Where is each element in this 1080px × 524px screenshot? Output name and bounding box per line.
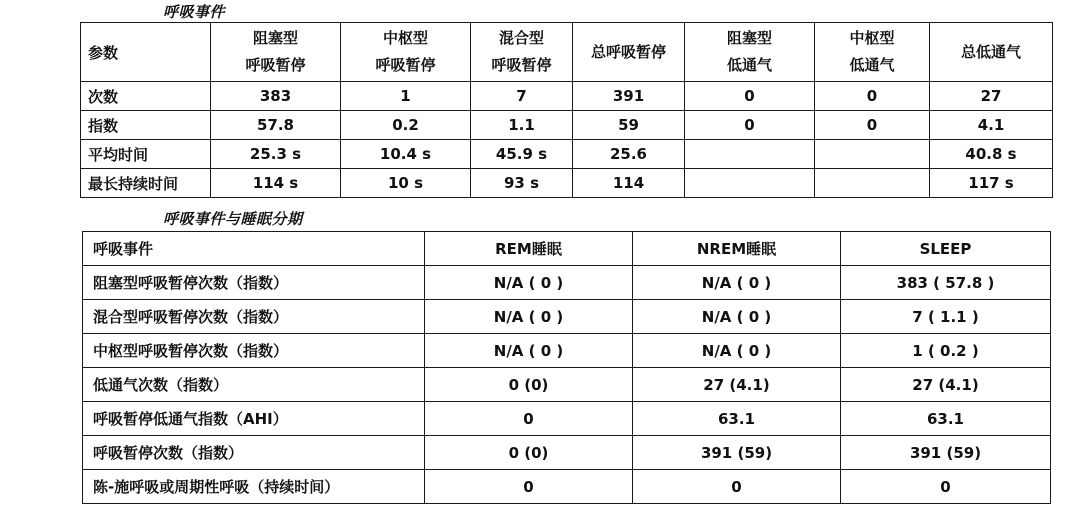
table-cell: [685, 169, 815, 198]
table-cell: 45.9 s: [471, 140, 573, 169]
table-cell: N/A ( 0 ): [425, 334, 633, 368]
column-header: 中枢型 低通气: [815, 23, 930, 82]
table-cell: 0.2: [341, 111, 471, 140]
table-cell: 0: [633, 470, 841, 504]
table-cell: 0: [425, 470, 633, 504]
table-cell: 0: [425, 402, 633, 436]
table-header-row: [83, 232, 1051, 266]
row-label: 次数: [81, 82, 211, 111]
table-cell: 1.1: [471, 111, 573, 140]
table-cell: 0 (0): [425, 368, 633, 402]
table-cell: 25.6: [573, 140, 685, 169]
table-cell: 383 ( 57.8 ): [841, 266, 1051, 300]
table-cell: 10.4 s: [341, 140, 471, 169]
table-cell: N/A ( 0 ): [633, 266, 841, 300]
column-header: SLEEP: [841, 232, 1051, 266]
column-header: 阻塞型 低通气: [685, 23, 815, 82]
table-cell: 391 (59): [841, 436, 1051, 470]
column-header: REM睡眠: [425, 232, 633, 266]
table-cell: 63.1: [633, 402, 841, 436]
respiratory-events-title: 呼吸事件: [163, 3, 226, 21]
column-header: 混合型 呼吸暂停: [471, 23, 573, 82]
table-cell: 27 (4.1): [841, 368, 1051, 402]
column-header: 中枢型 呼吸暂停: [341, 23, 471, 82]
table-row: [83, 436, 1051, 470]
table-cell: 93 s: [471, 169, 573, 198]
table-cell: 25.3 s: [211, 140, 341, 169]
table-cell: 7 ( 1.1 ): [841, 300, 1051, 334]
table-cell: 1: [341, 82, 471, 111]
column-header: 总呼吸暂停: [573, 23, 685, 82]
table-cell: 59: [573, 111, 685, 140]
table-header-row: [81, 23, 1053, 82]
table-row: [81, 111, 1053, 140]
row-label: 阻塞型呼吸暂停次数（指数）: [83, 266, 425, 300]
column-header: NREM睡眠: [633, 232, 841, 266]
column-header: 阻塞型 呼吸暂停: [211, 23, 341, 82]
table-row: [81, 82, 1053, 111]
column-header: 呼吸事件: [83, 232, 425, 266]
table-cell: 0: [685, 82, 815, 111]
table-cell: 7: [471, 82, 573, 111]
table-cell: 383: [211, 82, 341, 111]
respiratory-events-table: [80, 22, 1053, 198]
table-cell: 4.1: [930, 111, 1053, 140]
table-cell: N/A ( 0 ): [425, 266, 633, 300]
row-label: 呼吸暂停低通气指数（AHI）: [83, 402, 425, 436]
table-row: [83, 470, 1051, 504]
table-cell: 0: [815, 111, 930, 140]
table-cell: 114: [573, 169, 685, 198]
table-cell: 27: [930, 82, 1053, 111]
row-label: 最长持续时间: [81, 169, 211, 198]
table-row: [81, 140, 1053, 169]
row-label: 呼吸暂停次数（指数）: [83, 436, 425, 470]
table-cell: [815, 169, 930, 198]
table-cell: 0: [685, 111, 815, 140]
table-row: [83, 402, 1051, 436]
table-cell: N/A ( 0 ): [425, 300, 633, 334]
row-label: 混合型呼吸暂停次数（指数）: [83, 300, 425, 334]
table-cell: N/A ( 0 ): [633, 300, 841, 334]
table-row: [83, 266, 1051, 300]
table-row: [83, 334, 1051, 368]
table-cell: 10 s: [341, 169, 471, 198]
parameter-header: 参数: [81, 23, 211, 82]
table-cell: 57.8: [211, 111, 341, 140]
events-by-sleep-stage-table: [82, 231, 1051, 504]
events-by-sleep-stage-title: 呼吸事件与睡眠分期: [163, 210, 303, 228]
table-cell: 391: [573, 82, 685, 111]
table-row: [83, 368, 1051, 402]
row-label: 平均时间: [81, 140, 211, 169]
table-cell: 0: [815, 82, 930, 111]
table-cell: [685, 140, 815, 169]
table-cell: 391 (59): [633, 436, 841, 470]
table-cell: 40.8 s: [930, 140, 1053, 169]
row-label: 陈-施呼吸或周期性呼吸（持续时间）: [83, 470, 425, 504]
table-cell: N/A ( 0 ): [633, 334, 841, 368]
row-label: 指数: [81, 111, 211, 140]
table-cell: 0: [841, 470, 1051, 504]
table-row: [81, 169, 1053, 198]
row-label: 中枢型呼吸暂停次数（指数）: [83, 334, 425, 368]
table-cell: 0 (0): [425, 436, 633, 470]
table-cell: 1 ( 0.2 ): [841, 334, 1051, 368]
table-cell: 117 s: [930, 169, 1053, 198]
row-label: 低通气次数（指数）: [83, 368, 425, 402]
table-cell: [815, 140, 930, 169]
table-cell: 63.1: [841, 402, 1051, 436]
column-header: 总低通气: [930, 23, 1053, 82]
table-cell: 27 (4.1): [633, 368, 841, 402]
table-row: [83, 300, 1051, 334]
table-cell: 114 s: [211, 169, 341, 198]
